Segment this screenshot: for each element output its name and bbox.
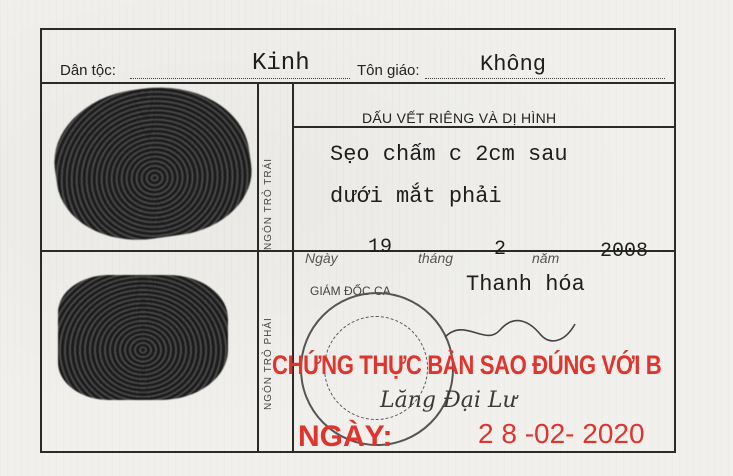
divider-top bbox=[42, 82, 674, 84]
ethnicity-value: Kinh bbox=[252, 50, 310, 77]
marks-header: DẤU VẾT RIÊNG VÀ DỊ HÌNH bbox=[362, 110, 557, 126]
signature-name: Lăng Đại Lư bbox=[380, 388, 517, 413]
divider-label-column bbox=[292, 82, 294, 451]
cert-date-value: 2 8 -02- 2020 bbox=[478, 418, 645, 449]
cert-date-label: NGÀY: bbox=[298, 420, 393, 453]
date-year: 2008 bbox=[600, 240, 649, 263]
side-label-left: NGÓN TRỎ TRÁI bbox=[263, 157, 274, 250]
marks-line-2: dưới mắt phải bbox=[330, 184, 502, 209]
religion-label: Tôn giáo: bbox=[357, 62, 420, 79]
certification-stamp: CHỨNG THỰC BẢN SAO ĐÚNG VỚI B bbox=[272, 350, 662, 380]
date-day: 19 bbox=[368, 236, 393, 259]
issuer-place: Thanh hóa bbox=[466, 272, 585, 297]
divider-print-column bbox=[257, 82, 259, 451]
signature-scribble bbox=[440, 312, 580, 352]
side-label-right: NGÓN TRỎ PHẢI bbox=[263, 317, 274, 410]
date-year-label: năm bbox=[532, 250, 560, 266]
marks-line-1: Sẹo chấm c 2cm sau bbox=[330, 142, 568, 167]
date-month-label: tháng bbox=[418, 250, 454, 266]
ethnicity-label: Dân tộc: bbox=[60, 62, 116, 79]
date-month: 2 bbox=[494, 238, 507, 261]
divider-middle bbox=[42, 250, 674, 252]
ethnicity-underline bbox=[130, 78, 350, 79]
issuer-label: GIÁM ĐỐC CA bbox=[310, 284, 391, 298]
religion-underline bbox=[425, 78, 665, 79]
date-day-label: Ngày bbox=[305, 250, 338, 266]
religion-value: Không bbox=[480, 52, 547, 77]
divider-marks-header bbox=[292, 126, 674, 128]
fingerprint-right-icon bbox=[58, 275, 228, 400]
